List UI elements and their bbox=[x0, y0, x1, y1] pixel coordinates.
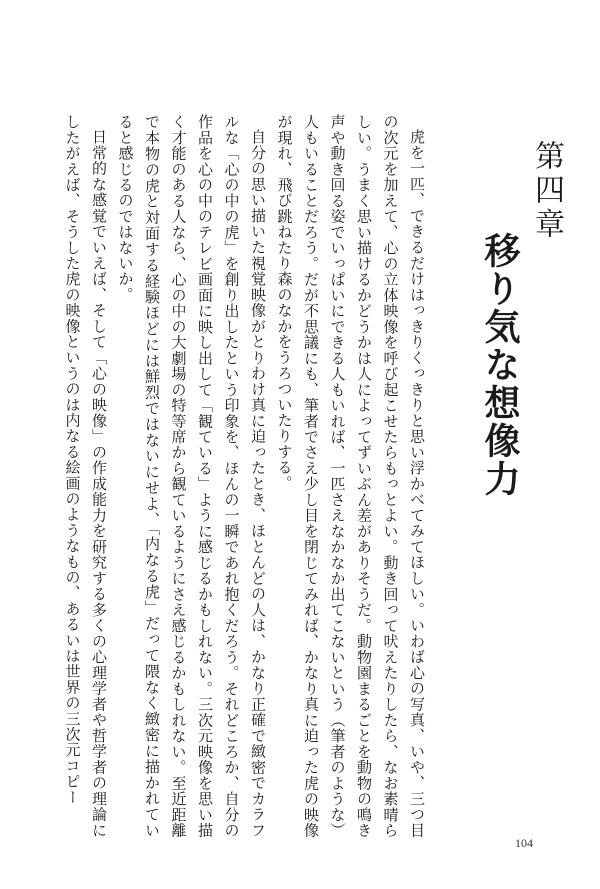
chapter-heading bbox=[478, 140, 564, 740]
paragraph-1: 虎を一匹、できるだけはっきりくっきりと思い浮かべてみてほしい。いわば心の写真、いや、三つ目の次元を加えて、心の立体映像を呼び起こせたらもっとよい。動き回って吠えたりしたら、なお素晴らしい。うまく思い描けるかどうかは人によってずいぶん差がありそうだ。動物園まるごとを動物の鳴き声や動き回る姿でいっぱいにできる人もいれば、一匹さえなかなか出てこないという（筆者のような）人もいることだろう。だが不思議にも、筆者でさえ少し目を閉じてみれば、かなり真に迫った虎の映像が現れ、飛び跳ねたり森のなかをうろついたりする。 bbox=[275, 114, 426, 838]
paragraph-3: 日常的な感覚でいえば、そして「心の映像」の作成能力を研究する多くの心理学者や哲学者の理論にしたがえば、そうした虎の映像というのは内なる絵画のようなもの、あるいは世界の三次元コピー bbox=[63, 114, 108, 838]
paragraph-2: 自分の思い描いた視覚映像がとりわけ真に迫ったとき、ほとんどの人は、かなり正確で緻密でカラフルな「心の中の虎」を創り出したという印象を、ほんの一瞬であれ抱くだろう。それどころか、自分の作品を心の中のテレビ画面に映し出して「観ている」ように感じるかもしれない。三次元映像を思い描く才能のある人なら、心の中の大劇場の特等席から観ているようにさえ感じるかもしれない。至近距離で本物の虎と対面する経験ほどには鮮烈ではないにせよ、「内なる虎」だって隈なく緻密に描かれていると感じるのではないか。 bbox=[116, 114, 267, 838]
chapter-number: 第四章 bbox=[529, 140, 564, 242]
chapter-title: 移り気な想像力 bbox=[479, 232, 521, 498]
body-text bbox=[30, 114, 430, 838]
page-number: 104 bbox=[515, 836, 533, 850]
